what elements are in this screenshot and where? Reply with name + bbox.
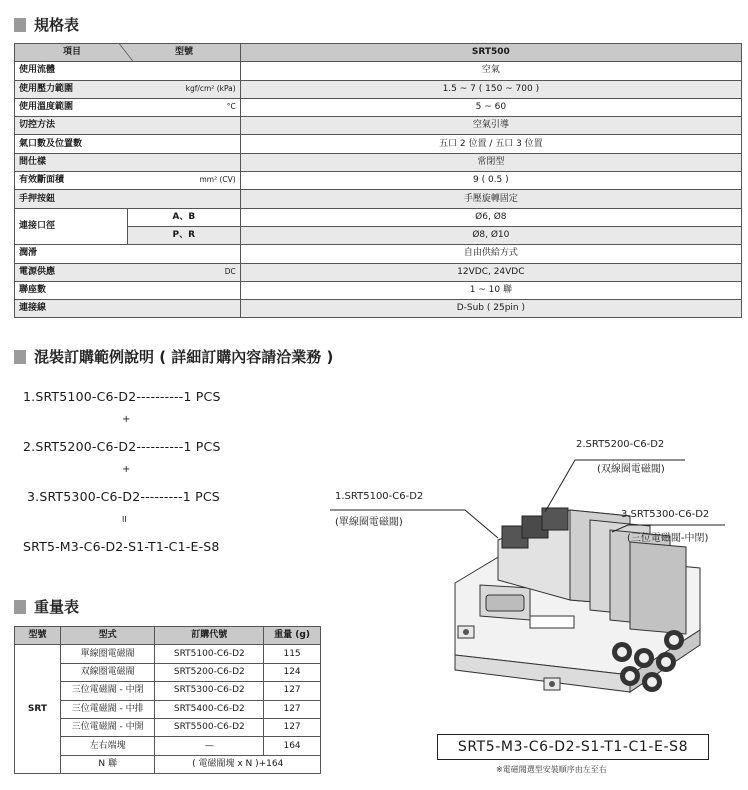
weight-cell: 164 xyxy=(264,737,321,755)
spec-row-unit: °C xyxy=(226,102,236,112)
spec-section-heading xyxy=(14,14,79,35)
equals-sign: II xyxy=(122,515,127,524)
spec-row-unit: DC xyxy=(224,266,236,276)
table-row xyxy=(15,755,321,773)
spec-row-label: 使用壓力範圍 kgf/cm² (kPa) xyxy=(15,80,241,98)
code-cell: SRT5200-C6-D2 xyxy=(155,663,264,681)
spec-row xyxy=(15,208,742,226)
type-cell: 單線圈電磁閥 xyxy=(60,645,155,663)
table-row xyxy=(15,682,321,700)
spec-row-label: 電源供應 DC xyxy=(15,263,241,281)
header-item: 項目 xyxy=(63,47,82,57)
spec-row-value: 9 ( 0.5 ) xyxy=(240,172,741,190)
weight-header-row xyxy=(15,627,321,645)
spec-row xyxy=(15,98,742,116)
spec-row xyxy=(15,117,742,135)
spec-title: 規格表 xyxy=(34,16,80,34)
plus-sign: + xyxy=(122,464,131,475)
weight-title: 重量表 xyxy=(34,598,80,616)
install-note: ※電磁閥選型安裝順序由左至右 xyxy=(496,765,607,774)
callout-2-desc: (双線圈電磁閥) xyxy=(597,464,665,475)
spec-row-label: 切控方法 xyxy=(15,117,241,135)
spec-row-label: 聯座數 xyxy=(15,281,241,299)
spec-header-row xyxy=(15,44,742,62)
spec-row xyxy=(15,190,742,208)
type-cell: 三位電磁閥 - 中排 xyxy=(60,700,155,718)
spec-row-value: 1.5 ~ 7 ( 150 ~ 700 ) xyxy=(240,80,741,98)
weight-cell: 127 xyxy=(264,700,321,718)
table-row xyxy=(15,718,321,736)
spec-row xyxy=(15,135,742,153)
spec-row-value: D-Sub ( 25pin ) xyxy=(240,300,741,318)
model-code: SRT5-M3-C6-D2-S1-T1-C1-E-S8 xyxy=(457,739,689,755)
spec-row-value: 空氣引導 xyxy=(240,117,741,135)
type-cell: 左右端塊 xyxy=(60,737,155,755)
code-cell: SRT5300-C6-D2 xyxy=(155,682,264,700)
spec-row xyxy=(15,153,742,171)
formula-cell: ( 電磁閥塊 x N )+164 xyxy=(155,755,321,773)
spec-row-value: 12VDC, 24VDC xyxy=(240,263,741,281)
weight-cell: 127 xyxy=(264,682,321,700)
type-cell: N 聯 xyxy=(60,755,155,773)
weight-table xyxy=(14,626,321,774)
callout-1-code: 1.SRT5100-C6-D2 xyxy=(335,491,424,502)
spec-row xyxy=(15,281,742,299)
spec-table xyxy=(14,43,742,318)
spec-row-value: 常閉型 xyxy=(240,153,741,171)
header-model-label: 型號 xyxy=(175,47,194,57)
callout-2-code: 2.SRT5200-C6-D2 xyxy=(576,439,665,450)
table-row xyxy=(15,700,321,718)
weight-cell: 124 xyxy=(264,663,321,681)
table-row xyxy=(15,645,321,663)
spec-row-label: 連接線 xyxy=(15,300,241,318)
spec-row-label: 間仕樣 xyxy=(15,153,241,171)
diagonal-divider xyxy=(119,44,134,62)
callout-3-code: 3.SRT5300-C6-D2 xyxy=(621,509,710,520)
spec-row-label: 有效斷面積 mm² (CV) xyxy=(15,172,241,190)
code-cell: SRT5400-C6-D2 xyxy=(155,700,264,718)
table-row xyxy=(15,663,321,681)
spec-row-label: 使用流體 xyxy=(15,62,241,80)
spec-row xyxy=(15,80,742,98)
table-row xyxy=(15,737,321,755)
code-cell: SRT5500-C6-D2 xyxy=(155,718,264,736)
type-cell: 双線圈電磁閥 xyxy=(60,663,155,681)
spec-row xyxy=(15,245,742,263)
spec-row xyxy=(15,62,742,80)
spec-row-label: 使用溫度範圍 °C xyxy=(15,98,241,116)
spec-row-value: 自由供給方式 xyxy=(240,245,741,263)
spec-row-value: 五口 2 位置 / 五口 3 位置 xyxy=(240,135,741,153)
spec-row xyxy=(15,172,742,190)
order-section-heading xyxy=(14,346,333,367)
weight-cell: 127 xyxy=(264,718,321,736)
header-model: SRT500 xyxy=(240,44,741,62)
plus-sign: + xyxy=(122,414,131,425)
order-result: SRT5-M3-C6-D2-S1-T1-C1-E-S8 xyxy=(23,539,220,554)
header-weight: 重量 (g) xyxy=(264,627,321,645)
connect-sub-ab: A、B xyxy=(127,208,240,226)
spec-header-item-model xyxy=(15,44,241,62)
code-cell: — xyxy=(155,737,264,755)
header-series: 型號 xyxy=(15,627,61,645)
weight-cell: 115 xyxy=(264,645,321,663)
weight-section-heading xyxy=(14,596,79,617)
connect-sub-pr: P、R xyxy=(127,226,240,244)
connect-label: 連接口徑 xyxy=(15,208,128,245)
code-cell: SRT5100-C6-D2 xyxy=(155,645,264,663)
series-cell: SRT xyxy=(15,645,61,774)
order-line-2: 2.SRT5200-C6-D2----------1 PCS xyxy=(23,439,221,454)
order-title: 混裝訂購範例說明 ( 詳細訂購內容請洽業務 ) xyxy=(34,348,334,366)
spec-row-value: 5 ~ 60 xyxy=(240,98,741,116)
spec-row-label: 手押按鈕 xyxy=(15,190,241,208)
section-marker xyxy=(14,350,26,364)
spec-row xyxy=(15,263,742,281)
type-cell: 三位電磁閥 - 中閉 xyxy=(60,682,155,700)
spec-row-value: 手壓旋轉固定 xyxy=(240,190,741,208)
model-code-box xyxy=(437,734,709,760)
order-line-3: 3.SRT5300-C6-D2---------1 PCS xyxy=(27,489,220,504)
order-line-1: 1.SRT5100-C6-D2----------1 PCS xyxy=(23,389,221,404)
spec-row-unit: mm² (CV) xyxy=(199,175,236,185)
manifold-illustration xyxy=(330,430,748,730)
section-marker xyxy=(14,600,26,614)
spec-row-unit: kgf/cm² (kPa) xyxy=(185,83,236,93)
spec-row-value: 空氣 xyxy=(240,62,741,80)
header-type: 型式 xyxy=(60,627,155,645)
spec-row-value: 1 ~ 10 聯 xyxy=(240,281,741,299)
spec-row-label: 氣口數及位置數 xyxy=(15,135,241,153)
spec-row-label: 潤滑 xyxy=(15,245,241,263)
callout-3-desc: (三位電磁閥-中閉) xyxy=(627,533,709,544)
connect-value-ab: Ø6, Ø8 xyxy=(240,208,741,226)
type-cell: 三位電磁閥 - 中開 xyxy=(60,718,155,736)
header-code: 訂購代號 xyxy=(155,627,264,645)
connect-value-pr: Ø8, Ø10 xyxy=(240,226,741,244)
spec-row xyxy=(15,300,742,318)
section-marker xyxy=(14,18,26,32)
callout-1-desc: (單線圈電磁閥) xyxy=(335,517,403,528)
